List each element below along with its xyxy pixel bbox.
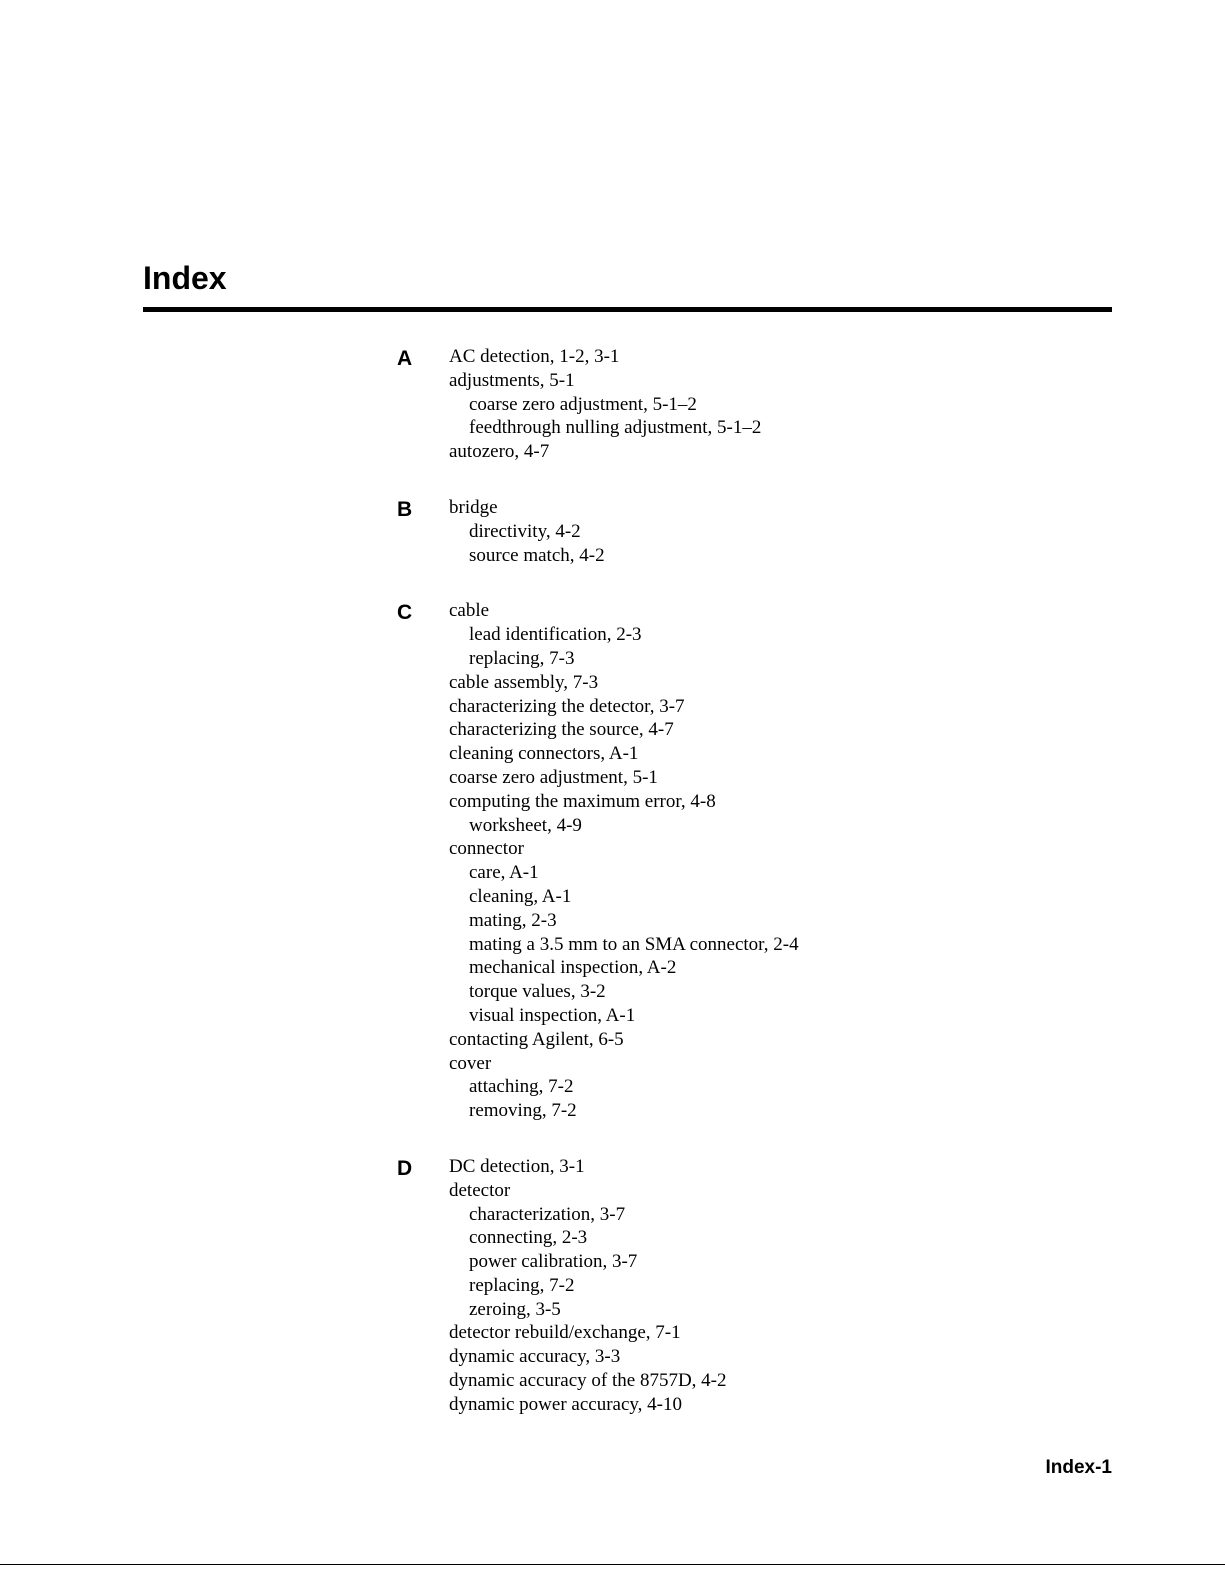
index-entry: dynamic accuracy of the 8757D, 4-2 [449,1370,727,1392]
index-entries [449,599,1225,1123]
index-entry: computing the maximum error, 4-8 [449,790,716,812]
index-entry: dynamic accuracy, 3-3 [449,1346,621,1368]
index-entry: characterizing the detector, 3-7 [449,695,685,717]
index-subentry: torque values, 3-2 [469,981,606,1003]
index-entry: cover [449,1052,492,1074]
index-subentry: replacing, 7-2 [469,1274,575,1296]
index-section-b [0,496,1225,567]
index-subentry: directivity, 4-2 [469,520,581,542]
index-subentry: removing, 7-2 [469,1100,577,1122]
index-subentry: lead identification, 2-3 [469,624,642,646]
index-subentry: mating a 3.5 mm to an SMA connector, 2-4 [469,933,799,955]
index-entry: cleaning connectors, A-1 [449,743,639,765]
index-entry: cable [449,600,490,622]
index-section-c [0,599,1225,1123]
section-letter: C [397,601,413,625]
index-section-d [0,1155,1225,1417]
index-entry: contacting Agilent, 6-5 [449,1028,624,1050]
index-subentry: care, A-1 [469,862,539,884]
index-entries [449,1155,1225,1417]
index-entry: dynamic power accuracy, 4-10 [449,1393,682,1415]
index-subentry: characterization, 3-7 [469,1203,626,1225]
index-section-a [0,345,1225,464]
section-letter: B [397,497,413,521]
index-entry: detector rebuild/exchange, 7-1 [449,1322,681,1344]
index-entry: characterizing the source, 4-7 [449,719,674,741]
index-entries [449,496,1225,567]
page-number: Index-1 [1045,1457,1112,1478]
index-entry: connector [449,838,524,860]
index-subentry: attaching, 7-2 [469,1076,574,1098]
title-rule [143,307,1112,312]
index-subentry: replacing, 7-3 [469,647,575,669]
index-entry: autozero, 4-7 [449,441,550,463]
index-entry: detector [449,1179,511,1201]
index-subentry: mechanical inspection, A-2 [469,957,677,979]
index-subentry: cleaning, A-1 [469,885,572,907]
section-letter: A [397,347,413,370]
index-subentry: worksheet, 4-9 [469,814,582,836]
index-subentry: connecting, 2-3 [469,1227,588,1249]
index-entry: bridge [449,496,498,518]
index-entry: AC detection, 1-2, 3-1 [449,346,620,367]
index-entry: DC detection, 3-1 [449,1155,585,1177]
index-subentry: feedthrough nulling adjustment, 5-1–2 [469,417,762,439]
index-body [0,345,1225,1449]
section-letter: D [397,1156,413,1180]
index-entry: adjustments, 5-1 [449,369,575,391]
index-subentry: visual inspection, A-1 [469,1004,636,1026]
index-entry: cable assembly, 7-3 [449,671,599,693]
index-subentry: power calibration, 3-7 [469,1251,638,1273]
index-subentry: zeroing, 3-5 [469,1298,561,1320]
index-entry: coarse zero adjustment, 5-1 [449,766,658,788]
page-title: Index [143,260,227,296]
index-entries [449,345,1225,464]
index-subentry: source match, 4-2 [469,544,605,566]
bottom-rule [0,1564,1225,1565]
index-subentry: coarse zero adjustment, 5-1–2 [469,393,697,415]
index-subentry: mating, 2-3 [469,909,557,931]
